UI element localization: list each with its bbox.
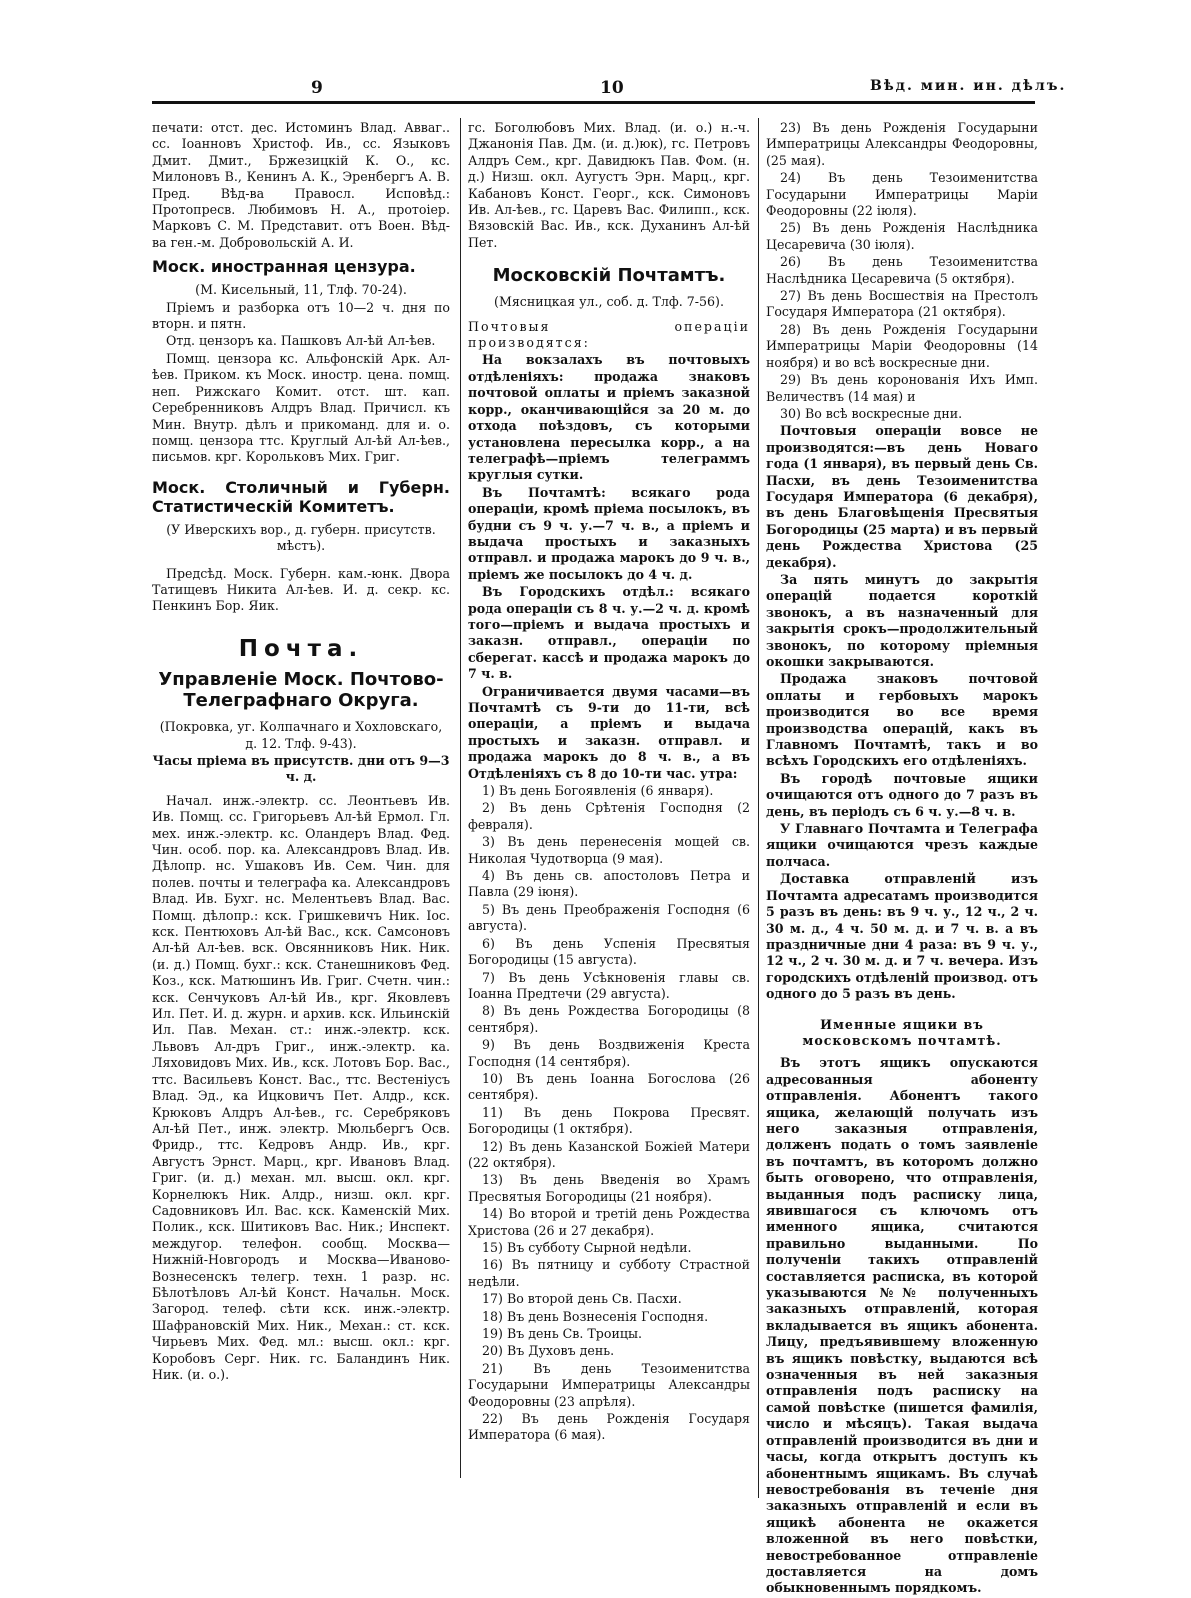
- page-number-left: 9: [311, 78, 323, 98]
- postal-district-hours: Часы пріема въ присутств. дни отъ 9—3 ч. д.: [152, 752, 450, 785]
- holiday-item: 15) Въ субботу Сырной недѣли.: [482, 1240, 692, 1255]
- holiday-item: 2) Въ день Срѣтенія Господня (2 февраля).: [468, 800, 750, 832]
- holiday-item: 4) Въ день св. апостоловъ Петра и Павла (29 іюня).: [468, 868, 750, 900]
- holiday-item: 28) Въ день Рожденія Государыни Императрицы Маріи Феодоровны (14 ноября) и во всѣ воскресные дни.: [766, 321, 1038, 370]
- section-title-pochta: Почта.: [238, 635, 364, 662]
- named-boxes-rules: Въ этотъ ящикъ опускаются адресованныя абоненту отправленія. Абонентъ такого ящика, желающій получать изъ него заказныя отправленія, долженъ подать о томъ заявленіе въ почтамтъ, въ которомъ должно быть оговорено, что отправленія, выданныя подъ расписку лица, явившагося съ ключомъ отъ именного ящика, считаются правильно выданными. По полученіи такихъ отправленій составляется расписка, въ которой указываются №№ полученныхъ заказныхъ отправленій, которая вкладывается въ ящикъ абонента. Лицу, предъявившему вложенную въ ящикъ повѣстку, выдаются всѣ означенныя въ ней заказныя отправленія подъ расписку на самой повѣстке (пишется фамилія, число и мѣсяцъ). Такая выдача отправленій производится въ дни и часы, когда открытъ доступъ къ абонентнымъ ящикамъ. Въ случаѣ невостребованія въ теченіе дня заказныхъ отправленій и если въ ящикѣ абонента не окажется вложенной въ него повѣстки, невостребованное отправленіе доставляется на домъ обыкновеннымъ порядкомъ.: [766, 1055, 1038, 1596]
- holiday-item: 25) Въ день Рожденія Наслѣдника Цесаревича (30 іюля).: [766, 220, 1038, 252]
- holiday-item: 19) Въ день Св. Троицы.: [482, 1326, 642, 1342]
- holiday-item: 27) Въ день Восшествія на Престолъ Государя Императора (21 октября).: [766, 288, 1038, 320]
- holiday-item: 22) Въ день Рожденія Государя Императора (6 мая).: [468, 1411, 750, 1443]
- statistical-staff: Предсѣд. Моск. Губерн. кам.-юнк. Двора Татищевъ Никита Ал-ѣев. И. д. секр. кс. Пенкинъ Бор. Яик.: [152, 565, 450, 614]
- stamp-sales-rule: Продажа знаковъ почтовой оплаты и гербовыхъ марокъ производится во все время производства операцій, какъ въ Главномъ Почтамтѣ, такъ и во всѣхъ Городскихъ его отдѣленіяхъ.: [766, 671, 1038, 769]
- censorship-hours: Пріемъ и разборка отъ 10—2 ч. дня по вторн. и пятн.: [152, 299, 450, 332]
- post-office-address: (Мясницкая ул., соб. д. Тлф. 7-56).: [494, 294, 724, 310]
- holiday-item: 24) Въ день Тезоименитства Государыни Императрицы Маріи Феодоровны (22 іюля).: [766, 170, 1038, 219]
- holiday-item: 26) Въ день Тезоименитства Наслѣдника Цесаревича (5 октября).: [766, 254, 1038, 286]
- column-rule-1: [460, 118, 461, 1478]
- holiday-item: 7) Въ день Усѣкновенія главы св. Іоанна Предтечи (29 августа).: [468, 969, 750, 1001]
- holiday-item: 17) Во второй день Св. Пасхи.: [482, 1291, 682, 1307]
- postal-staff-continued: гс. Боголюбовъ Мих. Влад. (и. о.) н.-ч. Джанонія Пав. Дм. (и. д.)юк), гс. Петровъ Алдръ Сем., кpг. Давидюкъ Пав. Фом. (н. д.) Низш. окл. Аугустъ Эрн. Марц., кpг. Кабановъ Конст. Георг., кск. Симоновъ Ив. Ал-ѣев., гс. Царевъ Вас. Филипп., кск. Вязовскій Вас. Ив., кск. Духанинъ Ал-ѣй Пет.: [468, 120, 750, 250]
- heading-statistical-committee: Моск. Столичный и Губерн. Статистическій Комитетъ.: [152, 477, 450, 516]
- holiday-item: 20) Въ Духовъ день.: [482, 1343, 615, 1359]
- censorship-assistants: Помщ. цензора кс. Альфонскій Арк. Ал-ѣев. Приком. къ Моск. иностр. цена. помщ. неп. Рижскаго Комит. отст. шт. кап. Серебренниковъ Алдръ Влад. Причисл. къ Мин. Внутр. дѣлъ и прикоманд. для и. о. помщ. цензора ттс. Круглый Ал-ѣй Ал-ѣев., письмов. кpг. Корольковъ Мих. Григ.: [152, 350, 450, 465]
- holiday-item: 8) Въ день Рождества Богородицы (8 сентября).: [468, 1003, 750, 1035]
- operations-stations: На вокзалахъ въ почтовыхъ отдѣленіяхъ: продажа знаковъ почтовой оплаты и пріемъ заказной корр., оканчивающійся за 20 м. до отхода поѣздовъ, съ которыми установлена пересылка корр., а на телеграфѣ—пріемъ телеграммъ круглыя сутки.: [468, 352, 750, 483]
- column-2: [468, 120, 750, 1445]
- column-3: [766, 120, 1038, 1598]
- holiday-item: 18) Въ день Вознесенія Господня.: [482, 1308, 709, 1324]
- no-operations-days: Почтовыя операціи вовсе не производятся:—въ день Новаго года (1 января), въ первый день Св. Пасхи, въ день Тезоименитства Государя Императора (6 декабря), въ день Благовѣщенія Пресвятыя Богородицы (25 марта) и въ первый день Рождества Христова (25 декабря).: [766, 423, 1038, 570]
- postal-district-address: (Покровка, уг. Колпачнаго и Хохловскаго, д. 12. Тлф. 9-43).: [159, 719, 443, 751]
- operations-main-office: Въ Почтамтѣ: всякаго рода операціи, кромѣ пріема посылокъ, въ будни съ 9 ч. у.—7 ч. в., а пріемъ и выдача простыхъ и заказныхъ отправл. и продажа марокъ до 9 ч. в., пріемъ же посылокъ до 4 ч. д.: [468, 484, 750, 582]
- operations-limited: Ограничивается двумя часами—въ Почтамтѣ съ 9-ти до 11-ти, всѣ операціи, а пріемъ и выдача простыхъ и заказн. отправл. и продажа марокъ до 8 ч. в., а въ Отдѣленіяхъ съ 8 до 10-ти час. утра:: [468, 683, 750, 781]
- holiday-item: 11) Въ день Покрова Пресвят. Богородицы (1 октября).: [468, 1104, 750, 1137]
- holiday-item: 30) Во всѣ воскресные дни.: [780, 405, 963, 421]
- main-office-collection: У Главнаго Почтамта и Телеграфа ящики очищаются чрезъ каждые полчаса.: [766, 821, 1038, 869]
- holiday-item: 3) Въ день перенесенія мощей св. Николая Чудотворца (9 мая).: [468, 834, 750, 866]
- column-1: [152, 120, 450, 1384]
- censorship-members: печати: отст. дес. Истоминъ Влад. Авваг.. сс. Іоанновъ Христоф. Ив., сс. Языковъ Дмит. Дмит., Бржезицкій К. О., кс. Милоновъ В., Кенинъ А. К., Эренбергъ А. В. Пред. Вѣд-ва Правосл. Исповѣд.: Протопресв. Любимовъ Н. А., протоіер. Марковъ С. М. Представит. отъ Воен. Вѣд-ва ген.-м. Добровольскій А. И.: [152, 120, 450, 250]
- operations-city-branches: Въ Городскихъ отдѣл.: всякаго рода операціи съ 8 ч. у.—2 ч. д. кромѣ того—пріемъ и выдача простыхъ и заказн. отправл., операціи по сберегат. кассѣ и продажа марокъ до 7 ч. в.: [468, 584, 750, 682]
- holiday-item: 23) Въ день Рожденія Государыни Императрицы Александры Феодоровны, (25 мая).: [766, 120, 1038, 168]
- holiday-item: 10) Въ день Іоанна Богослова (26 сентября).: [468, 1070, 750, 1103]
- mailbox-collection: Въ городѣ почтовые ящики очищаются отъ одного до 7 разъ въ день, въ періодъ съ 6 ч. у.—8 ч. в.: [766, 770, 1038, 819]
- holiday-item: 5) Въ день Преображенія Господня (6 августа).: [468, 901, 750, 934]
- running-title: Вѣд. мин. ин. дѣлъ.: [870, 78, 1067, 94]
- holiday-item: 6) Въ день Успенія Пресвятыя Богородицы (15 августа).: [468, 935, 750, 968]
- holiday-item: 9) Въ день Воздвиженія Креста Господня (14 сентября).: [468, 1037, 750, 1069]
- header-rule: [152, 101, 1035, 104]
- holiday-item: 12) Въ день Казанской Божіей Матери (22 октября).: [468, 1138, 750, 1170]
- closing-bell-rule: За пять минутъ до закрытія операцій подается короткій звонокъ, а въ назначенный для закрытія срокъ—продолжительный звонокъ, по которому пріемныя окошки закрываются.: [766, 571, 1038, 669]
- heading-named-boxes: Именные ящики въ московскомъ почтамтѣ.: [802, 1016, 1002, 1048]
- page-number-center: 10: [600, 78, 624, 98]
- censorship-address: (М. Кисельный, 11, Тлф. 70-24).: [195, 282, 407, 298]
- heading-moscow-post-office: Московскій Почтамтъ.: [492, 265, 726, 287]
- operations-heading: Почтовыя операціи производятся:: [468, 318, 750, 351]
- heading-foreign-censorship: Моск. иностранная цензура.: [152, 257, 416, 277]
- postal-district-staff: Начал. инж.-электр. сс. Леонтьевъ Ив. Ив. Помщ. сс. Григорьевъ Ал-ѣй Ермол. Гл. мех. инж.-электр. кс. Оландеръ Влад. Фед. Чин. особ. пор. ка. Александровъ Влад. Ив. Дѣлопр. нс. Ушаковъ Ив. Сем. Чин. для полев. почты и телеграфа ка. Александровъ Влад. Ив. Бухг. нс. Мелентьевъ Влад. Вас. Помщ. дѣлопр.: кск. Гришкевичъ Ник. Іос. кск. Пентюховъ Ал-ѣй Вас., кск. Самсоновъ Ал-ѣй Ал-ѣев. вск. Овсянниковъ Ник. Ник. (и. д.) Помщ. бухг.: кск. Станешниковъ Фед. Коз., кск. Матюшинъ Ив. Григ. Счетн. чин.: кск. Сенчуковъ Ал-ѣй Ив., кpг. Яковлевъ Ил. Пет. И. д. журн. и архив. кск. Ильинскій Ил. Пав. Механ. ст.: инж.-электр. кск. Львовъ Ал-дръ Григ., инж.-электр. кa. Ляховидовъ Мих. Ив., кск. Лотовъ Бор. Вас., ттс. Васильевъ Конст. Вас., ттс. Вестенiусъ Влад. Эд., ка Ицковичъ Пет. Алдр., кск. Крюковъ Алдръ Ал-ѣев., гс. Серебряковъ Ал-ѣй Пет., инж. электр. Мюльбергъ Осв. Фридр., ттс. Кедровъ Андр. Ив., кpг. Августъ Эрнст. Марц., кpг. Ивановъ Влад. Григ. (и. д.) механ. мл. высш. окл. кpг. Корнелюкъ Ник. Алдр., низш. окл. кpг. Садовниковъ Ил. Вас. кск. Каменскій Мих. Полик., кск. Шитиковъ Вас. Ник.; Инспект. междугор. телефон. сообщ. Москва—Нижній-Новгородъ и Москва—Иваново-Вознесенскъ телегр. техн. 1 разр. нс. Бѣлотѣловъ Ал-ѣй Конст. Начальн. Моск. Загород. телеф. сѣти кск. инж.-электр. Шафрановскій Мих. Ник., Механ.: ст. кск. Чирьевъ Мих. Фед. мл.: высш. окл.: кpг. Коробовъ Серг. Ник. гс. Баландинъ Ник. Ник. (и. о.).: [152, 792, 450, 1382]
- statistical-address: (У Иверскихъ вор., д. губерн. присутств. мѣстъ).: [166, 521, 436, 554]
- holiday-item: 29) Въ день коронованія Ихъ Имп. Величествъ (14 мая) и: [766, 372, 1038, 404]
- holiday-item: 1) Въ день Богоявленія (6 января).: [482, 783, 714, 799]
- heading-postal-district: Управленіе Моск. Почтово-Телеграфнаго Округа.: [158, 669, 444, 712]
- holiday-item: 13) Въ день Введенія во Храмъ Пресвятыя Богородицы (21 ноября).: [468, 1172, 750, 1204]
- holiday-item: 14) Во второй и третій день Рождества Христова (26 и 27 декабря).: [468, 1206, 750, 1238]
- holiday-item: 16) Въ пятницу и субботу Страстной недѣли.: [468, 1257, 750, 1289]
- holiday-item: 21) Въ день Тезоименитства Государыни Императрицы Александры Феодоровны (23 апрѣля).: [468, 1360, 750, 1409]
- column-rule-2: [758, 118, 759, 1498]
- censorship-censor: Отд. цензоръ ка. Пашковъ Ал-ѣй Ал-ѣев.: [166, 333, 436, 349]
- delivery-schedule: Доставка отправленій изъ Почтамта адресатамъ производится 5 разъ въ день: въ 9 ч. у., 12 ч., 2 ч. 30 м. д., 4 ч. 50 м. д. и 7 ч. в. а въ праздничные дни 4 раза: въ 9 ч. у., 12 ч., 2 ч. 30 м. д. и 7 ч. вечера. Изъ городскихъ отдѣленій производ. отъ одного до 5 разъ въ день.: [766, 871, 1038, 1002]
